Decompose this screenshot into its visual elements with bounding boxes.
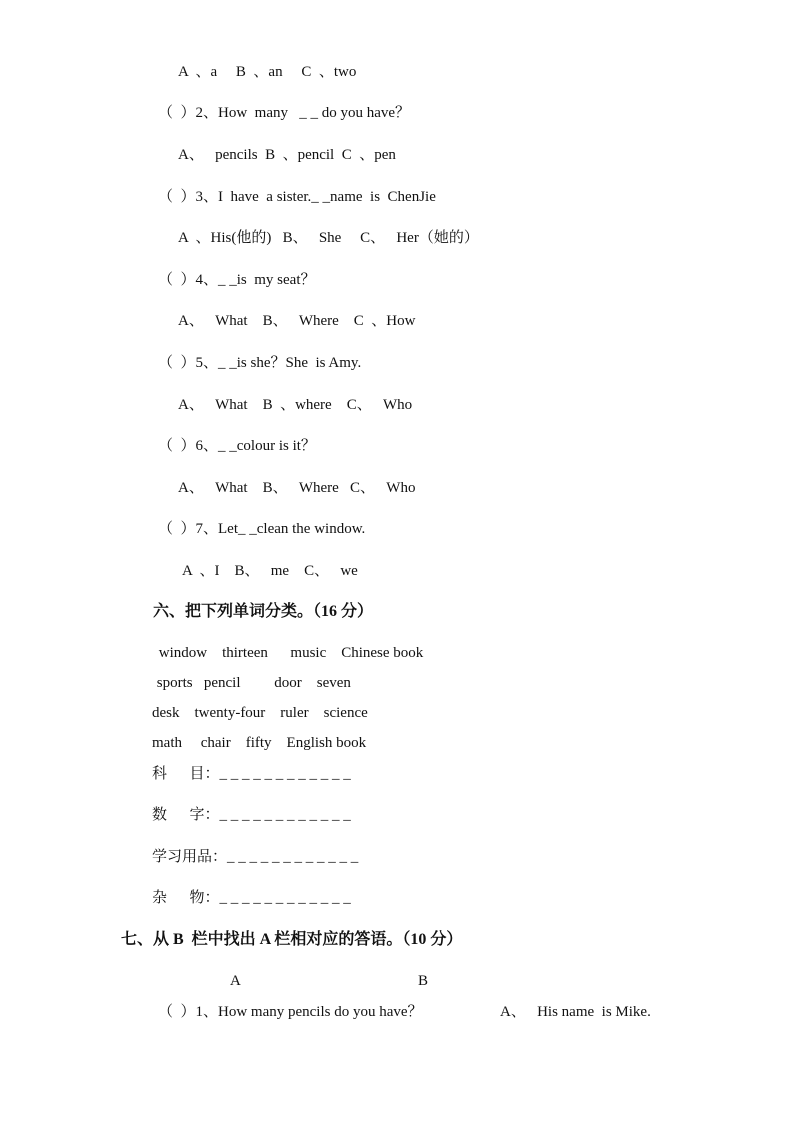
question-7-stem: （ ）7、Let_ _clean the window. — [158, 521, 366, 537]
question-6-stem: （ ）6、_ _colour is it？ — [158, 438, 316, 454]
section-7-heading: 七、从 B 栏中找出 A 栏相对应的答语。（10 分） — [121, 931, 463, 948]
question-5-options: A、 What B 、where C、 Who — [178, 397, 413, 413]
category-subjects: 科 目：_ _ _ _ _ _ _ _ _ _ _ _ — [152, 766, 351, 782]
question-2-options: A、 pencils B 、pencil C 、pen — [178, 147, 396, 163]
question-7-options: A 、I B、 me C、 we — [182, 563, 358, 579]
question-3-stem: （ ）3、I have a sister._ _name is ChenJie — [158, 189, 436, 205]
section-6-heading: 六、把下列单词分类。（16 分） — [153, 603, 374, 620]
category-school-supplies: 学习用品：_ _ _ _ _ _ _ _ _ _ _ _ — [152, 849, 359, 865]
question-5-stem: （ ）5、_ _is she？She is Amy. — [158, 355, 362, 371]
section-7-question-1: （ ）1、How many pencils do you have？ — [158, 1004, 423, 1020]
question-4-stem: （ ）4、_ _is my seat？ — [158, 272, 316, 288]
question-6-options: A、 What B、 Where C、 Who — [178, 480, 416, 496]
column-a-label: A — [230, 973, 241, 989]
question-4-options: A、 What B、 Where C 、How — [178, 313, 416, 329]
column-b-label: B — [418, 973, 429, 989]
category-numbers: 数 字：_ _ _ _ _ _ _ _ _ _ _ _ — [152, 807, 351, 823]
word-row-1: window thirteen music Chinese book — [155, 645, 424, 661]
category-misc: 杂 物：_ _ _ _ _ _ _ _ _ _ _ _ — [152, 890, 351, 906]
question-1-options: A 、a B 、an C 、two — [178, 64, 357, 80]
word-row-3: desk twenty-four ruler science — [152, 705, 368, 721]
question-3-options: A 、His(他的) B、 She C、 Her（她的） — [178, 230, 479, 246]
question-2-stem: （ ）2、How many _ _ do you have？ — [158, 105, 411, 121]
word-row-2: sports pencil door seven — [153, 675, 351, 691]
section-7-answer-a: A、 His name is Mike. — [500, 1004, 651, 1020]
word-row-4: math chair fifty English book — [152, 735, 367, 751]
